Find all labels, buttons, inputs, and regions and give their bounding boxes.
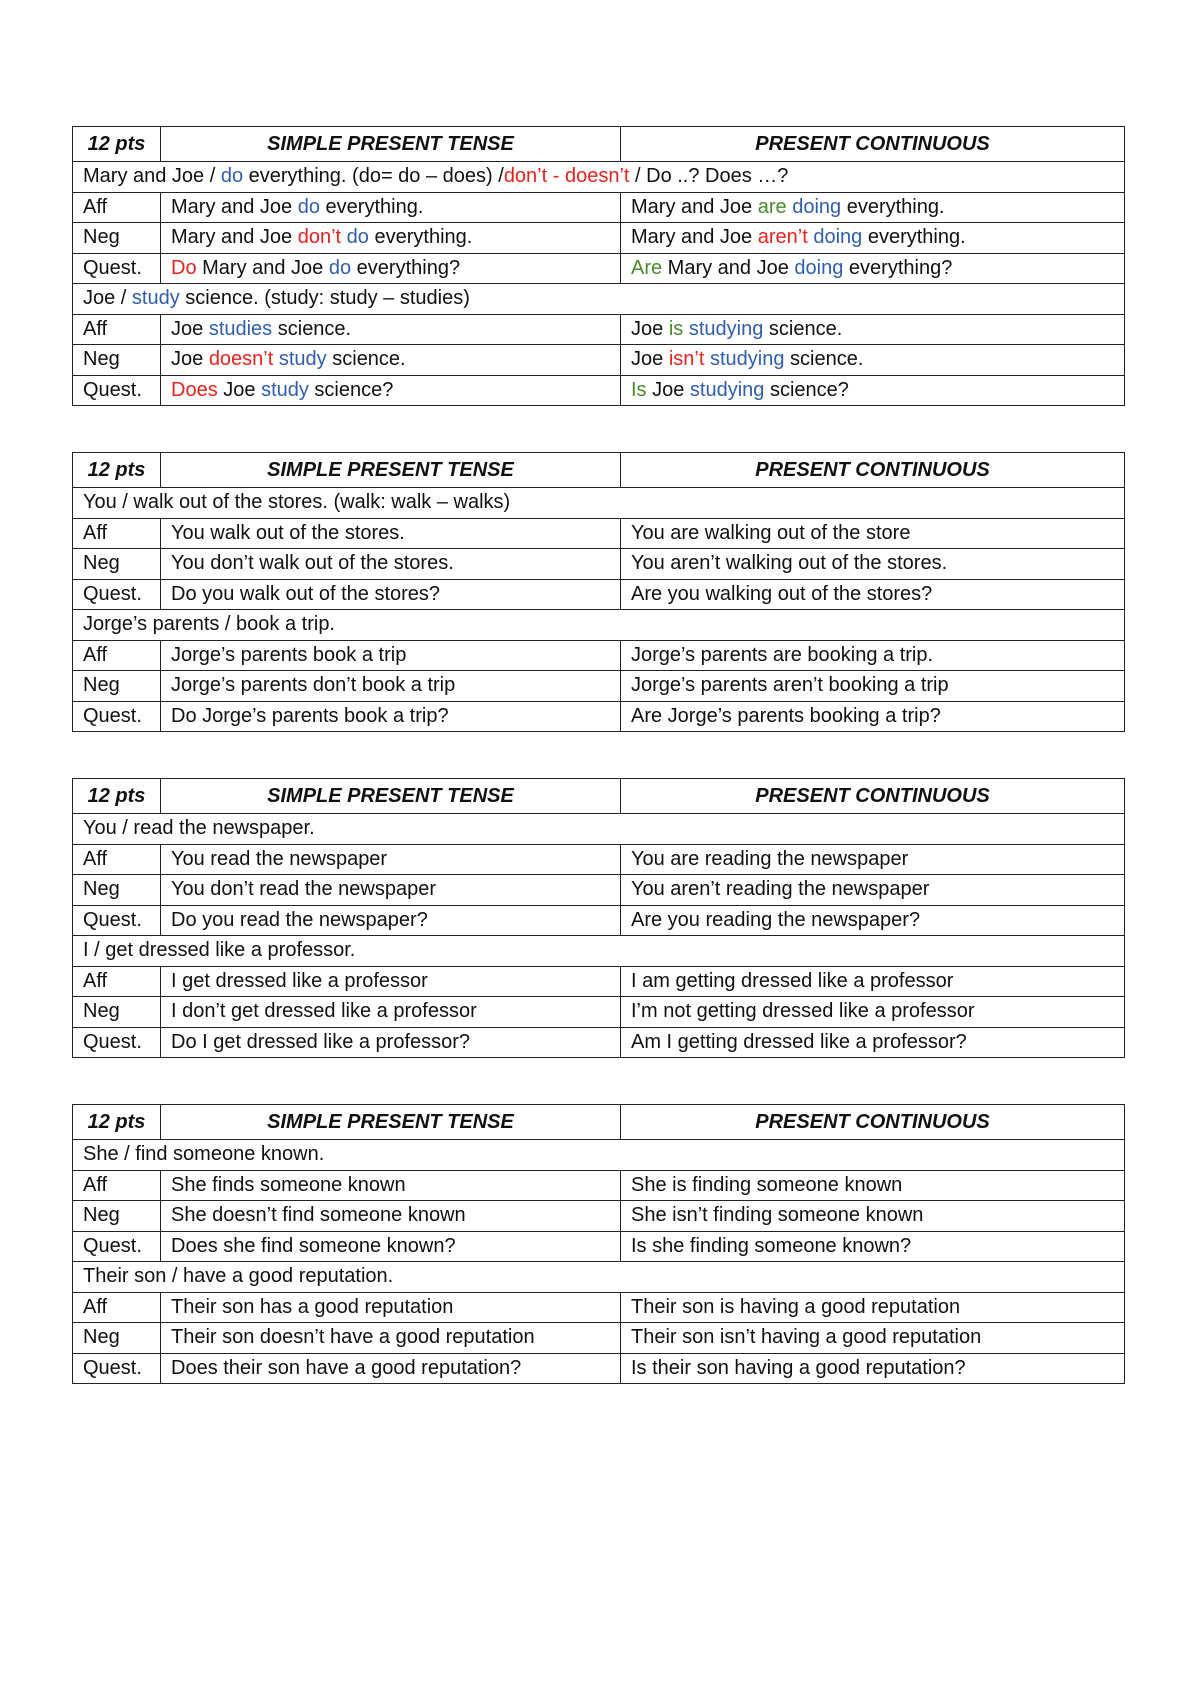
text-segment: science.: [784, 348, 864, 371]
simple-present-cell: [161, 253, 621, 284]
present-continuous-cell: [621, 1353, 1125, 1384]
simple-present-cell: [161, 1323, 621, 1354]
text-segment: science.: [763, 317, 843, 340]
simple-present-cell: [161, 579, 621, 610]
table-row: [73, 375, 1125, 406]
text-segment: I get dressed like a professor: [171, 969, 428, 992]
simple-present-cell: [161, 640, 621, 671]
simple-present-cell: [161, 549, 621, 580]
text-segment: Mary and Joe: [171, 226, 298, 249]
simple-present-cell: [161, 518, 621, 549]
text-segment: don’t - doesn’t: [503, 165, 630, 188]
text-segment: Are you reading the newspaper?: [631, 908, 921, 931]
simple-present-cell: [161, 1292, 621, 1323]
row-label: Neg: [73, 1323, 161, 1354]
table-row: [73, 345, 1125, 376]
text-segment: doesn’t: [208, 348, 274, 371]
present-continuous-cell: [621, 314, 1125, 345]
text-segment: You are walking out of the store: [631, 521, 911, 544]
simple-present-cell: [161, 1353, 621, 1384]
table-row: [73, 1170, 1125, 1201]
text-segment: Is their son having a good reputation?: [631, 1356, 966, 1379]
table-row: [73, 640, 1125, 671]
row-label: Aff: [73, 640, 161, 671]
worksheet-page: [72, 126, 1124, 1430]
text-segment: Mary and Joe: [196, 256, 329, 279]
present-continuous-cell: [621, 640, 1125, 671]
table-row: [73, 1027, 1125, 1058]
header-row: [73, 1105, 1125, 1140]
row-label: Quest.: [73, 701, 161, 732]
text-segment: study: [261, 378, 309, 401]
text-segment: Is she finding someone known?: [631, 1234, 912, 1257]
present-continuous-cell: [621, 905, 1125, 936]
present-continuous-cell: [621, 1323, 1125, 1354]
text-segment: Do you read the newspaper?: [171, 908, 428, 931]
row-label: Neg: [73, 875, 161, 906]
simple-present-cell: [161, 345, 621, 376]
present-continuous-cell: [621, 875, 1125, 906]
points-label: 12 pts: [73, 779, 161, 814]
prompt-row: [73, 1262, 1125, 1293]
text-segment: Joe /: [83, 287, 132, 310]
simple-present-heading: SIMPLE PRESENT TENSE: [161, 453, 621, 488]
table-row: [73, 1231, 1125, 1262]
simple-present-cell: [161, 1170, 621, 1201]
text-segment: You don’t read the newspaper: [171, 878, 437, 901]
simple-present-heading: SIMPLE PRESENT TENSE: [161, 1105, 621, 1140]
text-segment: Am I getting dressed like a professor?: [631, 1030, 967, 1053]
simple-present-cell: [161, 844, 621, 875]
text-segment: Jorge’s parents book a trip: [171, 643, 407, 666]
text-segment: Joe: [646, 378, 690, 401]
table-row: [73, 314, 1125, 345]
table-row: [73, 875, 1125, 906]
table-row: [73, 997, 1125, 1028]
tense-table-3: [72, 778, 1125, 1058]
text-segment: Are you walking out of the stores?: [631, 582, 933, 605]
row-label: Neg: [73, 997, 161, 1028]
row-label: Neg: [73, 345, 161, 376]
text-segment: Their son doesn’t have a good reputation: [171, 1326, 535, 1349]
present-continuous-cell: [621, 579, 1125, 610]
text-segment: everything?: [843, 256, 953, 279]
present-continuous-cell: [621, 375, 1125, 406]
text-segment: aren’t: [757, 226, 808, 249]
simple-present-heading: SIMPLE PRESENT TENSE: [161, 127, 621, 162]
text-segment: do: [328, 256, 352, 279]
table-row: [73, 549, 1125, 580]
table-row: [73, 1353, 1125, 1384]
text-segment: Joe: [171, 317, 209, 340]
present-continuous-cell: [621, 192, 1125, 223]
prompt-row: [73, 284, 1125, 315]
text-segment: She is finding someone known: [631, 1173, 903, 1196]
simple-present-cell: [161, 314, 621, 345]
text-segment: Jorge’s parents don’t book a trip: [171, 674, 456, 697]
row-label: Quest.: [73, 579, 161, 610]
tense-table-2: [72, 452, 1125, 732]
table-row: [73, 671, 1125, 702]
prompt-row: [73, 488, 1125, 519]
text-segment: You are reading the newspaper: [631, 847, 909, 870]
prompt-cell: [73, 814, 1125, 845]
text-segment: study: [131, 287, 180, 310]
present-continuous-cell: [621, 966, 1125, 997]
text-segment: everything.: [319, 195, 424, 218]
table-row: [73, 223, 1125, 254]
prompt-cell: [73, 610, 1125, 641]
row-label: Neg: [73, 223, 161, 254]
simple-present-cell: [161, 1231, 621, 1262]
text-segment: Are Jorge’s parents booking a trip?: [631, 704, 941, 727]
text-segment: You / read the newspaper.: [83, 817, 315, 840]
text-segment: I don’t get dressed like a professor: [171, 1000, 477, 1023]
present-continuous-cell: [621, 223, 1125, 254]
text-segment: Do Jorge’s parents book a trip?: [171, 704, 449, 727]
prompt-cell: [73, 1140, 1125, 1171]
row-label: Neg: [73, 549, 161, 580]
text-segment: She / find someone known.: [83, 1143, 325, 1166]
present-continuous-heading: PRESENT CONTINUOUS: [621, 779, 1125, 814]
text-segment: Do: [171, 256, 197, 279]
text-segment: You read the newspaper: [171, 847, 388, 870]
text-segment: She finds someone known: [171, 1173, 406, 1196]
text-segment: You / walk out of the stores. (walk: walk – walks): [83, 491, 511, 514]
text-segment: She doesn’t find someone known: [171, 1204, 466, 1227]
row-label: Neg: [73, 671, 161, 702]
prompt-row: [73, 814, 1125, 845]
text-segment: I / get dressed like a professor.: [83, 939, 356, 962]
present-continuous-cell: [621, 1170, 1125, 1201]
simple-present-cell: [161, 997, 621, 1028]
row-label: Quest.: [73, 905, 161, 936]
present-continuous-cell: [621, 671, 1125, 702]
row-label: Quest.: [73, 1027, 161, 1058]
row-label: Quest.: [73, 375, 161, 406]
text-segment: science?: [764, 378, 849, 401]
text-segment: Joe: [217, 378, 262, 401]
present-continuous-cell: [621, 1231, 1125, 1262]
row-label: Aff: [73, 192, 161, 223]
text-segment: Mary and Joe /: [83, 165, 221, 188]
row-label: Aff: [73, 844, 161, 875]
text-segment: Mary and Joe: [631, 226, 758, 249]
text-segment: She isn’t finding someone known: [631, 1204, 924, 1227]
header-row: [73, 453, 1125, 488]
text-segment: studying: [689, 378, 765, 401]
text-segment: doing: [813, 226, 863, 249]
text-segment: Is: [631, 378, 647, 401]
header-row: [73, 779, 1125, 814]
table-row: [73, 518, 1125, 549]
text-segment: science?: [308, 378, 394, 401]
present-continuous-cell: [621, 1027, 1125, 1058]
header-row: [73, 127, 1125, 162]
prompt-row: [73, 610, 1125, 641]
row-label: Aff: [73, 314, 161, 345]
table-row: [73, 253, 1125, 284]
text-segment: Does: [171, 378, 218, 401]
text-segment: Does their son have a good reputation?: [171, 1356, 522, 1379]
row-label: Neg: [73, 1201, 161, 1232]
text-segment: science.: [272, 317, 352, 340]
text-segment: You walk out of the stores.: [171, 521, 405, 544]
text-segment: do: [297, 195, 320, 218]
present-continuous-cell: [621, 1201, 1125, 1232]
table-row: [73, 701, 1125, 732]
text-segment: I am getting dressed like a professor: [631, 969, 954, 992]
text-segment: don’t: [297, 226, 342, 249]
text-segment: are: [757, 195, 787, 218]
table-row: [73, 1292, 1125, 1323]
prompt-cell: [73, 284, 1125, 315]
text-segment: everything.: [841, 195, 945, 218]
simple-present-cell: [161, 192, 621, 223]
prompt-cell: [73, 1262, 1125, 1293]
prompt-cell: [73, 488, 1125, 519]
text-segment: is: [668, 317, 684, 340]
text-segment: Jorge’s parents aren’t booking a trip: [631, 674, 949, 697]
text-segment: everything.: [368, 226, 473, 249]
row-label: Aff: [73, 966, 161, 997]
present-continuous-cell: [621, 701, 1125, 732]
text-segment: do: [220, 165, 244, 188]
table-row: [73, 579, 1125, 610]
text-segment: Are: [631, 256, 663, 279]
text-segment: science. (study: study – studies): [179, 287, 470, 310]
prompt-cell: [73, 162, 1125, 193]
present-continuous-heading: PRESENT CONTINUOUS: [621, 453, 1125, 488]
text-segment: Their son is having a good reputation: [631, 1295, 961, 1318]
present-continuous-cell: [621, 1292, 1125, 1323]
prompt-row: [73, 936, 1125, 967]
present-continuous-cell: [621, 844, 1125, 875]
table-row: [73, 844, 1125, 875]
row-label: Quest.: [73, 253, 161, 284]
simple-present-cell: [161, 875, 621, 906]
prompt-row: [73, 162, 1125, 193]
present-continuous-cell: [621, 549, 1125, 580]
text-segment: You aren’t walking out of the stores.: [631, 552, 948, 575]
simple-present-cell: [161, 375, 621, 406]
simple-present-cell: [161, 701, 621, 732]
simple-present-cell: [161, 1201, 621, 1232]
text-segment: Their son / have a good reputation.: [83, 1265, 394, 1288]
table-row: [73, 192, 1125, 223]
table-row: [73, 1323, 1125, 1354]
text-segment: everything.: [862, 226, 966, 249]
prompt-row: [73, 1140, 1125, 1171]
text-segment: / Do ..? Does …?: [629, 165, 789, 188]
text-segment: studying: [709, 348, 785, 371]
row-label: Aff: [73, 1292, 161, 1323]
text-segment: Mary and Joe: [631, 195, 758, 218]
text-segment: Jorge’s parents are booking a trip.: [631, 643, 934, 666]
table-row: [73, 905, 1125, 936]
row-label: Aff: [73, 518, 161, 549]
text-segment: I’m not getting dressed like a professor: [631, 1000, 975, 1023]
row-label: Quest.: [73, 1231, 161, 1262]
points-label: 12 pts: [73, 453, 161, 488]
text-segment: You aren’t reading the newspaper: [631, 878, 930, 901]
text-segment: Joe: [171, 348, 209, 371]
row-label: Quest.: [73, 1353, 161, 1384]
text-segment: studies: [208, 317, 273, 340]
text-segment: doing: [794, 256, 844, 279]
prompt-cell: [73, 936, 1125, 967]
text-segment: Do I get dressed like a professor?: [171, 1030, 471, 1053]
present-continuous-cell: [621, 997, 1125, 1028]
table-row: [73, 966, 1125, 997]
present-continuous-cell: [621, 345, 1125, 376]
text-segment: doing: [792, 195, 842, 218]
present-continuous-heading: PRESENT CONTINUOUS: [621, 1105, 1125, 1140]
text-segment: Mary and Joe: [662, 256, 795, 279]
simple-present-cell: [161, 966, 621, 997]
simple-present-cell: [161, 905, 621, 936]
text-segment: do: [346, 226, 369, 249]
text-segment: science.: [326, 348, 406, 371]
text-segment: Do you walk out of the stores?: [171, 582, 441, 605]
text-segment: everything. (do= do – does) /: [243, 165, 504, 188]
tense-table-1: [72, 126, 1125, 406]
text-segment: Mary and Joe: [171, 195, 298, 218]
points-label: 12 pts: [73, 1105, 161, 1140]
present-continuous-heading: PRESENT CONTINUOUS: [621, 127, 1125, 162]
text-segment: study: [278, 348, 327, 371]
text-segment: Their son isn’t having a good reputation: [631, 1326, 982, 1349]
text-segment: Joe: [631, 348, 669, 371]
text-segment: everything?: [351, 256, 461, 279]
table-row: [73, 1201, 1125, 1232]
text-segment: Joe: [631, 317, 669, 340]
points-label: 12 pts: [73, 127, 161, 162]
row-label: Aff: [73, 1170, 161, 1201]
simple-present-heading: SIMPLE PRESENT TENSE: [161, 779, 621, 814]
tense-table-4: [72, 1104, 1125, 1384]
present-continuous-cell: [621, 253, 1125, 284]
text-segment: Jorge’s parents / book a trip.: [83, 613, 335, 636]
simple-present-cell: [161, 223, 621, 254]
text-segment: Their son has a good reputation: [171, 1295, 454, 1318]
text-segment: You don’t walk out of the stores.: [171, 552, 454, 575]
text-segment: isn’t: [668, 348, 705, 371]
simple-present-cell: [161, 671, 621, 702]
text-segment: studying: [688, 317, 764, 340]
text-segment: Does she find someone known?: [171, 1234, 456, 1257]
simple-present-cell: [161, 1027, 621, 1058]
present-continuous-cell: [621, 518, 1125, 549]
